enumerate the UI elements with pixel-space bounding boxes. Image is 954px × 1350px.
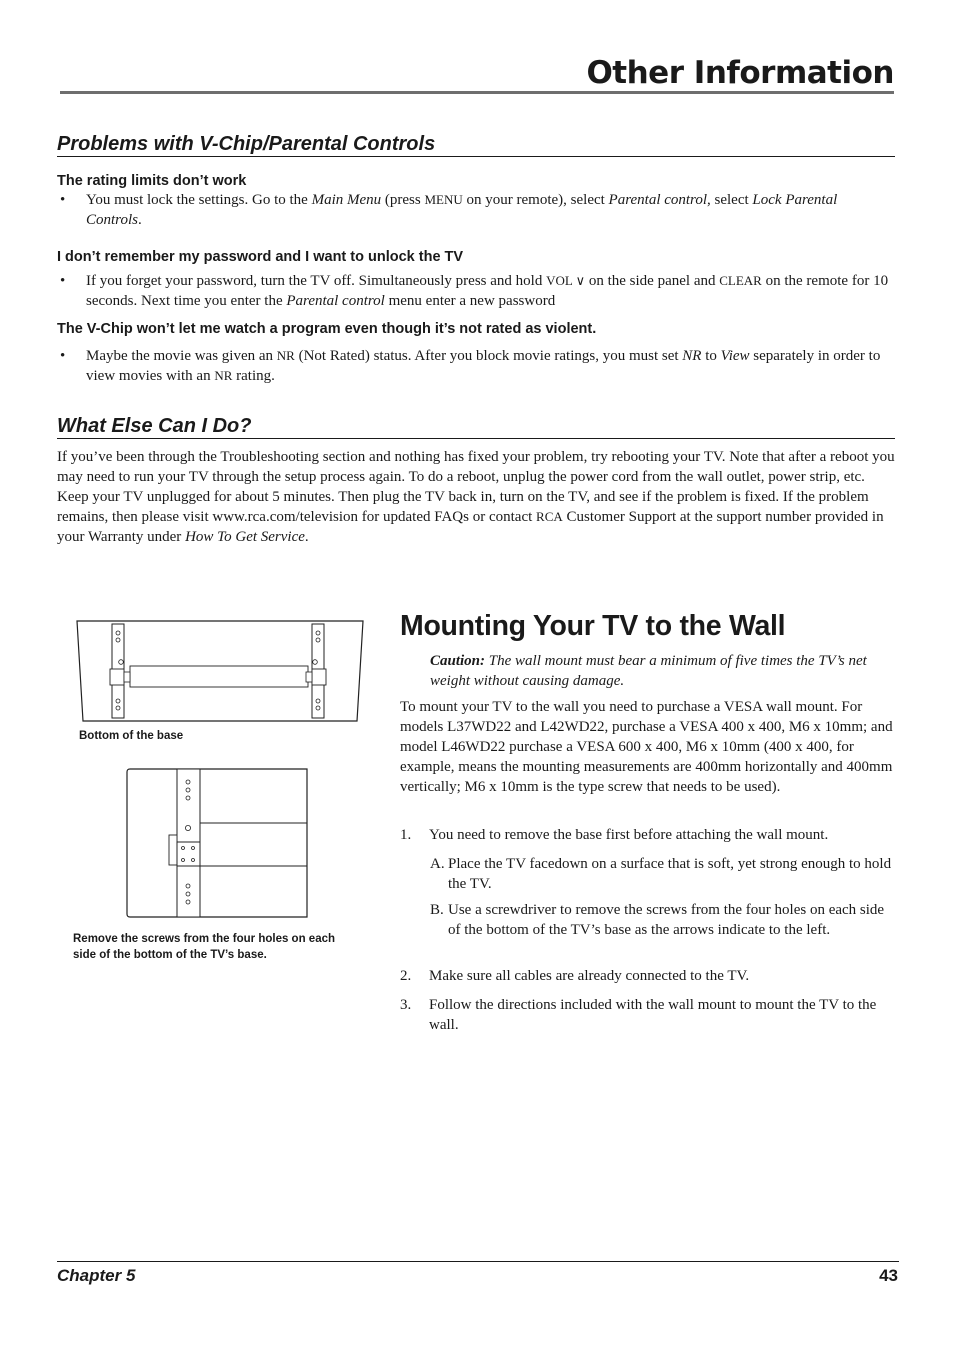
mount-step-1: 1. You need to remove the base first before attaching the wall mount.	[400, 827, 829, 843]
figure-caption-screws: Remove the screws from the four holes on each side of the bottom of the TV’s base.	[73, 933, 336, 961]
mount-step-b: B. Use a screwdriver to remove the screws from the four holes on each side of the bottom of the TV’s base as the arrows indicate to the left.	[430, 902, 885, 938]
section-heading-vchip: Problems with V-Chip/Parental Controls	[57, 132, 895, 157]
base-screw-holes-illustration	[126, 768, 309, 919]
question-forgot-password: I don’t remember my password and I want to unlock the TV	[57, 249, 464, 265]
bullet-dot: •	[60, 192, 66, 208]
question-vchip-not-violent: The V-Chip won’t let me watch a program even though it’s not rated as violent.	[57, 321, 597, 337]
mount-step-a: A. Place the TV facedown on a surface that is soft, yet strong enough to hold the TV.	[430, 856, 892, 892]
footer-chapter: Chapter 5	[57, 1266, 136, 1285]
bullet-dot: •	[60, 273, 66, 289]
figure-caption-base: Bottom of the base	[79, 730, 184, 742]
footer-page-number: 43	[879, 1266, 898, 1285]
mount-step-2: 2. Make sure all cables are already connected to the TV.	[400, 968, 750, 984]
mounting-intro: To mount your TV to the wall you need to purchase a VESA wall mount. For models L37WD22 and L42WD22, purchase a VESA 400 x 400, M6 x 10mm; and model L46WD22 purchase a VESA 600 x 400, M6 x 10mm (400 x 400, for example, means the mounting measurements are 400mm horizontally and 400mm vertically; M6 x 10mm is the type screw that needs to be used).	[400, 699, 893, 796]
section-heading-what-else: What Else Can I Do?	[57, 414, 895, 439]
question-rating-limits: The rating limits don’t work	[57, 173, 247, 189]
what-else-paragraph: If you’ve been through the Troubleshooting section and nothing has fixed your problem, try rebooting your TV. Note that after a reboot you may need to run your TV through the setup process again. To do a reboot, unplug the power cord from the wall outlet, power strip, etc. Keep your TV unplugged for about 5 minutes. Then plug the TV back in, turn on the TV, and see if the problem is fixed. If the problem remains, then please visit www.rca.com/television for updated FAQs or contact RCA Customer Support at the support number provided in your Warranty under How To Get Service.	[57, 449, 895, 546]
mount-step-3: 3. Follow the directions included with the wall mount to mount the TV to the wall.	[400, 997, 877, 1033]
base-bottom-illustration	[76, 620, 364, 723]
caution-label: Caution:	[430, 653, 486, 669]
header-rule	[60, 91, 894, 94]
answer-rating-limits: • You must lock the settings. Go to the Main Menu (press MENU on your remote), select Parental control, select Lock Parental Controls.	[60, 192, 838, 228]
bullet-dot: •	[60, 348, 66, 364]
answer-forgot-password: • If you forget your password, turn the TV off. Simultaneously press and hold VOL ∨ on the side panel and CLEAR on the remote for 10 seconds. Next time you enter the Parental control menu enter a new password	[60, 273, 889, 309]
answer-vchip-not-violent: • Maybe the movie was given an NR (Not Rated) status. After you block movie ratings, you must set NR to View separately in order to view movies with an NR rating.	[60, 348, 881, 384]
caution-note: Caution: The wall mount must bear a minimum of five times the TV’s net weight without causing damage.	[430, 653, 867, 689]
mounting-title: Mounting Your TV to the Wall	[400, 610, 786, 642]
footer-rule	[57, 1261, 899, 1262]
page-title: Other Information	[586, 55, 894, 91]
